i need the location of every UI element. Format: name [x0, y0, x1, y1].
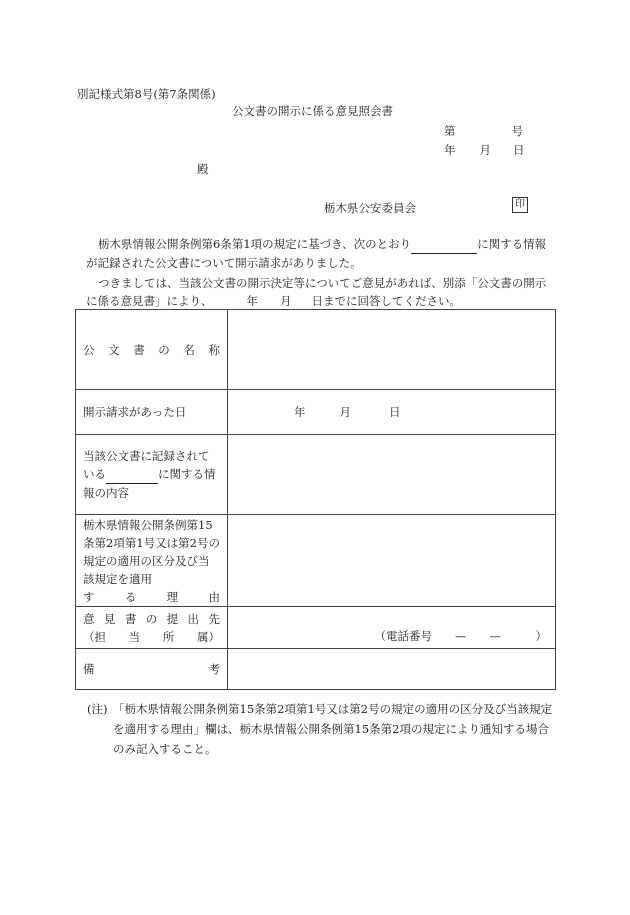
footnote-text: 「栃木県情報公開条例第15条第2項第1号又は第2号の規定の適用の区分及び当該規定を適用する理由」欄は、栃木県情報公開条例第15条第2項の規定により通知する場合のみ記入すること。: [113, 702, 553, 756]
value-document-name[interactable]: [228, 310, 556, 390]
date-day: 日: [513, 143, 525, 157]
label-char: 書: [133, 342, 145, 357]
label-char: 見: [103, 611, 116, 626]
label-information-content: [76, 435, 228, 515]
label-remarks: [76, 649, 228, 690]
value-request-date[interactable]: [228, 390, 556, 435]
value-submission-destination[interactable]: [228, 607, 556, 649]
label-char: 備: [83, 662, 95, 676]
value-application-reason[interactable]: [228, 515, 556, 607]
label-char: 由: [208, 589, 220, 604]
p2-year: 年: [246, 294, 258, 308]
table-row-application-reason: [76, 515, 556, 607]
label-application-reason: [76, 515, 228, 607]
label-char: 書: [124, 611, 137, 626]
number-prefix: 第: [444, 124, 456, 138]
label-char: 称: [208, 342, 220, 357]
p1-text-a: 栃木県情報公開条例第6条第1項の規定に基づき、次のとおり: [98, 237, 412, 251]
label-char: 属）: [196, 629, 220, 644]
label-char: 先: [208, 611, 220, 626]
date-year: 年: [444, 143, 456, 157]
label-text-a: 当該公文書に記録されている: [83, 449, 210, 481]
form-number-label: 別記様式第8号(第7条関係): [77, 87, 216, 101]
label-char: る: [124, 589, 137, 604]
number-suffix: 号: [511, 124, 523, 138]
table-row-remarks: [76, 649, 556, 690]
table-row-submission-destination: [76, 607, 556, 649]
p1-text-b: に関する情報が記録された公文書について開示請求がありました。: [86, 237, 547, 270]
label-char: 提: [166, 611, 179, 626]
sender-name: 栃木県公安委員会: [324, 201, 416, 215]
label-document-name: [76, 310, 228, 390]
value-remarks[interactable]: [228, 649, 556, 690]
label-char: 所: [162, 629, 175, 644]
p1-blank-line: [411, 235, 477, 254]
p2-text-a: つきましては、当該公文書の開示決定等についてご意見があれば、別添「公文書の開示に係る意見書」により、: [86, 276, 547, 308]
table-row-document-name: [76, 310, 556, 390]
label-char: （担: [83, 629, 106, 644]
label-char: 出: [187, 611, 200, 626]
label-char: の: [145, 611, 158, 626]
label-char: の: [158, 342, 170, 357]
label-char: す: [83, 589, 95, 604]
label-request-date: 開示請求があった日: [76, 390, 228, 435]
footnote: [87, 699, 557, 759]
label-submission-destination: [76, 607, 228, 649]
addressee-suffix: 殿: [197, 162, 209, 176]
table-row-information-content: [76, 435, 556, 515]
paragraph-reply-request: [86, 274, 554, 310]
label-char: 当: [128, 629, 141, 644]
label-blank-line: [106, 465, 158, 484]
table-row-request-date: [76, 390, 556, 435]
label-char: 理: [166, 589, 179, 604]
document-title: 公文書の開示に係る意見照会書: [232, 104, 393, 118]
request-date-day: 日: [389, 405, 401, 419]
seal-mark: 印: [512, 197, 528, 213]
label-char: 意: [83, 611, 95, 626]
label-char: 公: [83, 342, 95, 357]
document-number-line: [444, 123, 523, 139]
request-date-month: 月: [339, 405, 351, 419]
document-date-line: [444, 142, 525, 158]
label-char: 文: [108, 342, 120, 357]
inquiry-table: [75, 309, 556, 690]
paragraph-request-notice: [86, 235, 554, 272]
date-month: 月: [479, 143, 491, 157]
footnote-head: (注): [87, 702, 108, 716]
phone-number-label: （電話番号 — — ）: [374, 629, 547, 643]
value-information-content[interactable]: [228, 435, 556, 515]
label-text-a: 栃木県情報公開条例第15条第2項第1号又は第2号の規定の適用の区分及び当該規定を適用: [83, 517, 220, 586]
label-char: 考: [208, 662, 220, 676]
label-char: 名: [183, 342, 195, 357]
request-date-year: 年: [294, 405, 306, 419]
label-text-b: に関する情報の内容: [83, 467, 216, 500]
p2-text-b: 日までに回答してください。: [311, 294, 461, 308]
p2-month: 月: [280, 294, 292, 308]
